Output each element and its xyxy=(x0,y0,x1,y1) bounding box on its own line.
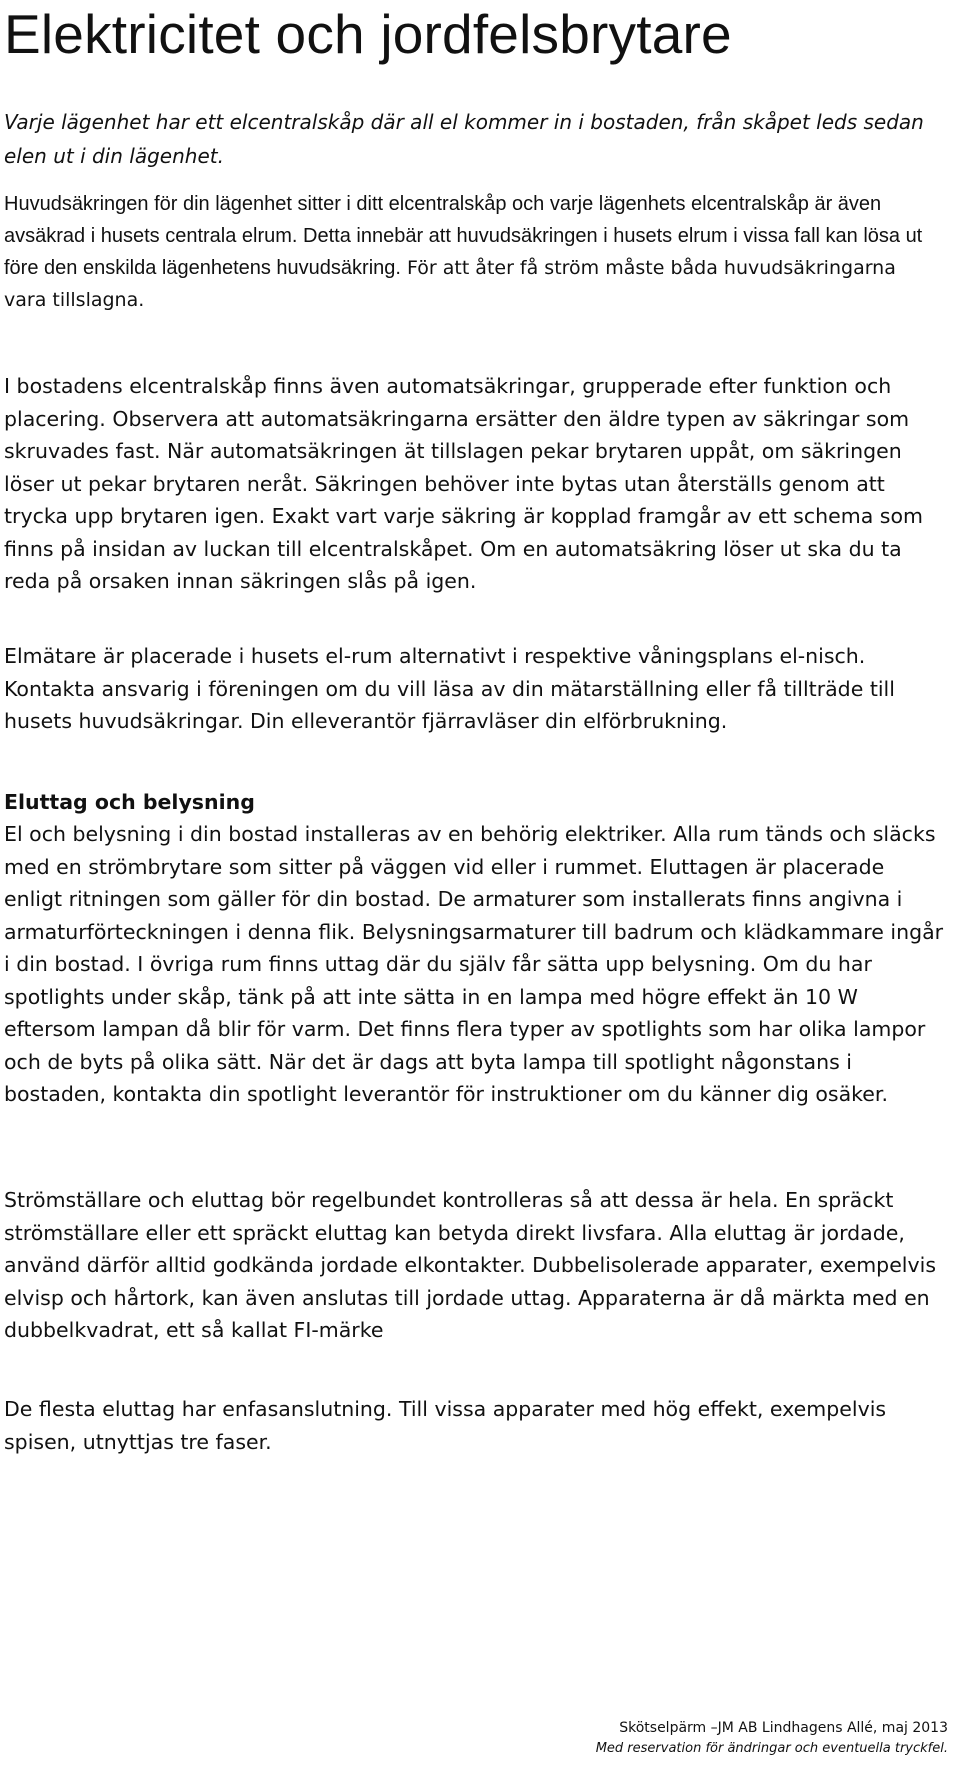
page-footer xyxy=(596,1718,948,1758)
paragraph-main-fuse-part-a: Huvudsäkringen för din lägenhet sitter i ditt elcentralskåp och varje lägenhets elcentralskåp är även avsäkrad i husets centrala elrum. Detta innebär att huvudsäkringen i husets elrum i vissa fall kan lösa ut före den enskilda lägenhetens huvudsäkring. xyxy=(4,193,923,279)
paragraph-phases: De flesta eluttag har enfasanslutning. Till vissa apparater med hög effekt, exempelvis spisen, utnyttjas tre faser. xyxy=(4,1397,887,1454)
paragraph-lighting: El och belysning i din bostad installeras av en behörig elektriker. Alla rum tänds och släcks med en strömbrytare som sitter på väggen vid eller i rummet. Eluttagen är placerade enligt ritningen som gäller för din bostad. De armaturer som installerats finns angivna i armaturförteckningen i denna flik. Belysningsarmaturer till badrum och klädkammare ingår i din bostad. I övriga rum finns uttag där du själv får sätta upp belysning. Om du har spotlights under skåp, tänk på att inte sätta in en lampa med högre effekt än 10 W eftersom lampan då blir för varm. Det finns flera typer av spotlights som har olika lampor och de byts på olika sätt. När det är dags att byta lampa till spotlight någonstans i bostaden, kontakta din spotlight leverantör för instruktioner om du känner dig osäker. xyxy=(4,822,944,1106)
footer-line-1: Skötselpärm –JM AB Lindhagens Allé, maj 2013 xyxy=(619,1720,948,1736)
paragraph-main-fuse xyxy=(4,188,944,316)
section-heading-outlets-lighting: Eluttag och belysning xyxy=(4,790,255,814)
paragraph-switches-outlets: Strömställare och eluttag bör regelbundet kontrolleras så att dessa är hela. En spräckt strömställare eller ett spräckt eluttag kan betyda direkt livsfara. Alla eluttag är jordade, använd därför alltid godkända jordade elkontakter. Dubbelisolerade apparater, exempelvis elvisp och hårtork, kan även anslutas till jordade uttag. Apparaterna är då märkta med en dubbelkvadrat, ett så kallat FI-märke xyxy=(4,1188,937,1342)
page-title: Elektricitet och jordfelsbrytare xyxy=(4,3,732,65)
footer-line-2: Med reservation för ändringar och eventuella tryckfel. xyxy=(595,1741,948,1756)
paragraph-meters: Elmätare är placerade i husets el-rum alternativt i respektive våningsplans el-nisch. Kontakta ansvarig i föreningen om du vill läsa av din mätarställning eller få tillträde till husets huvudsäkringar. Din elleverantör fjärravläser din elförbrukning. xyxy=(4,644,895,733)
paragraph-main-fuse-part-b: För att åter få ström måste båda huvudsäkringarna vara tillslagna. xyxy=(4,257,896,311)
paragraph-circuit-breakers: I bostadens elcentralskåp finns även automatsäkringar, grupperade efter funktion och placering. Observera att automatsäkringarna ersätter den äldre typen av säkringar som skruvades fast. När automatsäkringen ät tillslagen pekar brytaren uppåt, om säkringen löser ut pekar brytaren neråt. Säkringen behöver inte bytas utan återställs genom att trycka upp brytaren igen. Exakt vart varje säkring är kopplad framgår av ett schema som finns på insidan av luckan till elcentralskåpet. Om en automatsäkring löser ut ska du ta reda på orsaken innan säkringen slås på igen. xyxy=(4,374,923,593)
intro-paragraph: Varje lägenhet har ett elcentralskåp där all el kommer in i bostaden, från skåpet leds sedan elen ut i din lägenhet. xyxy=(4,110,924,168)
